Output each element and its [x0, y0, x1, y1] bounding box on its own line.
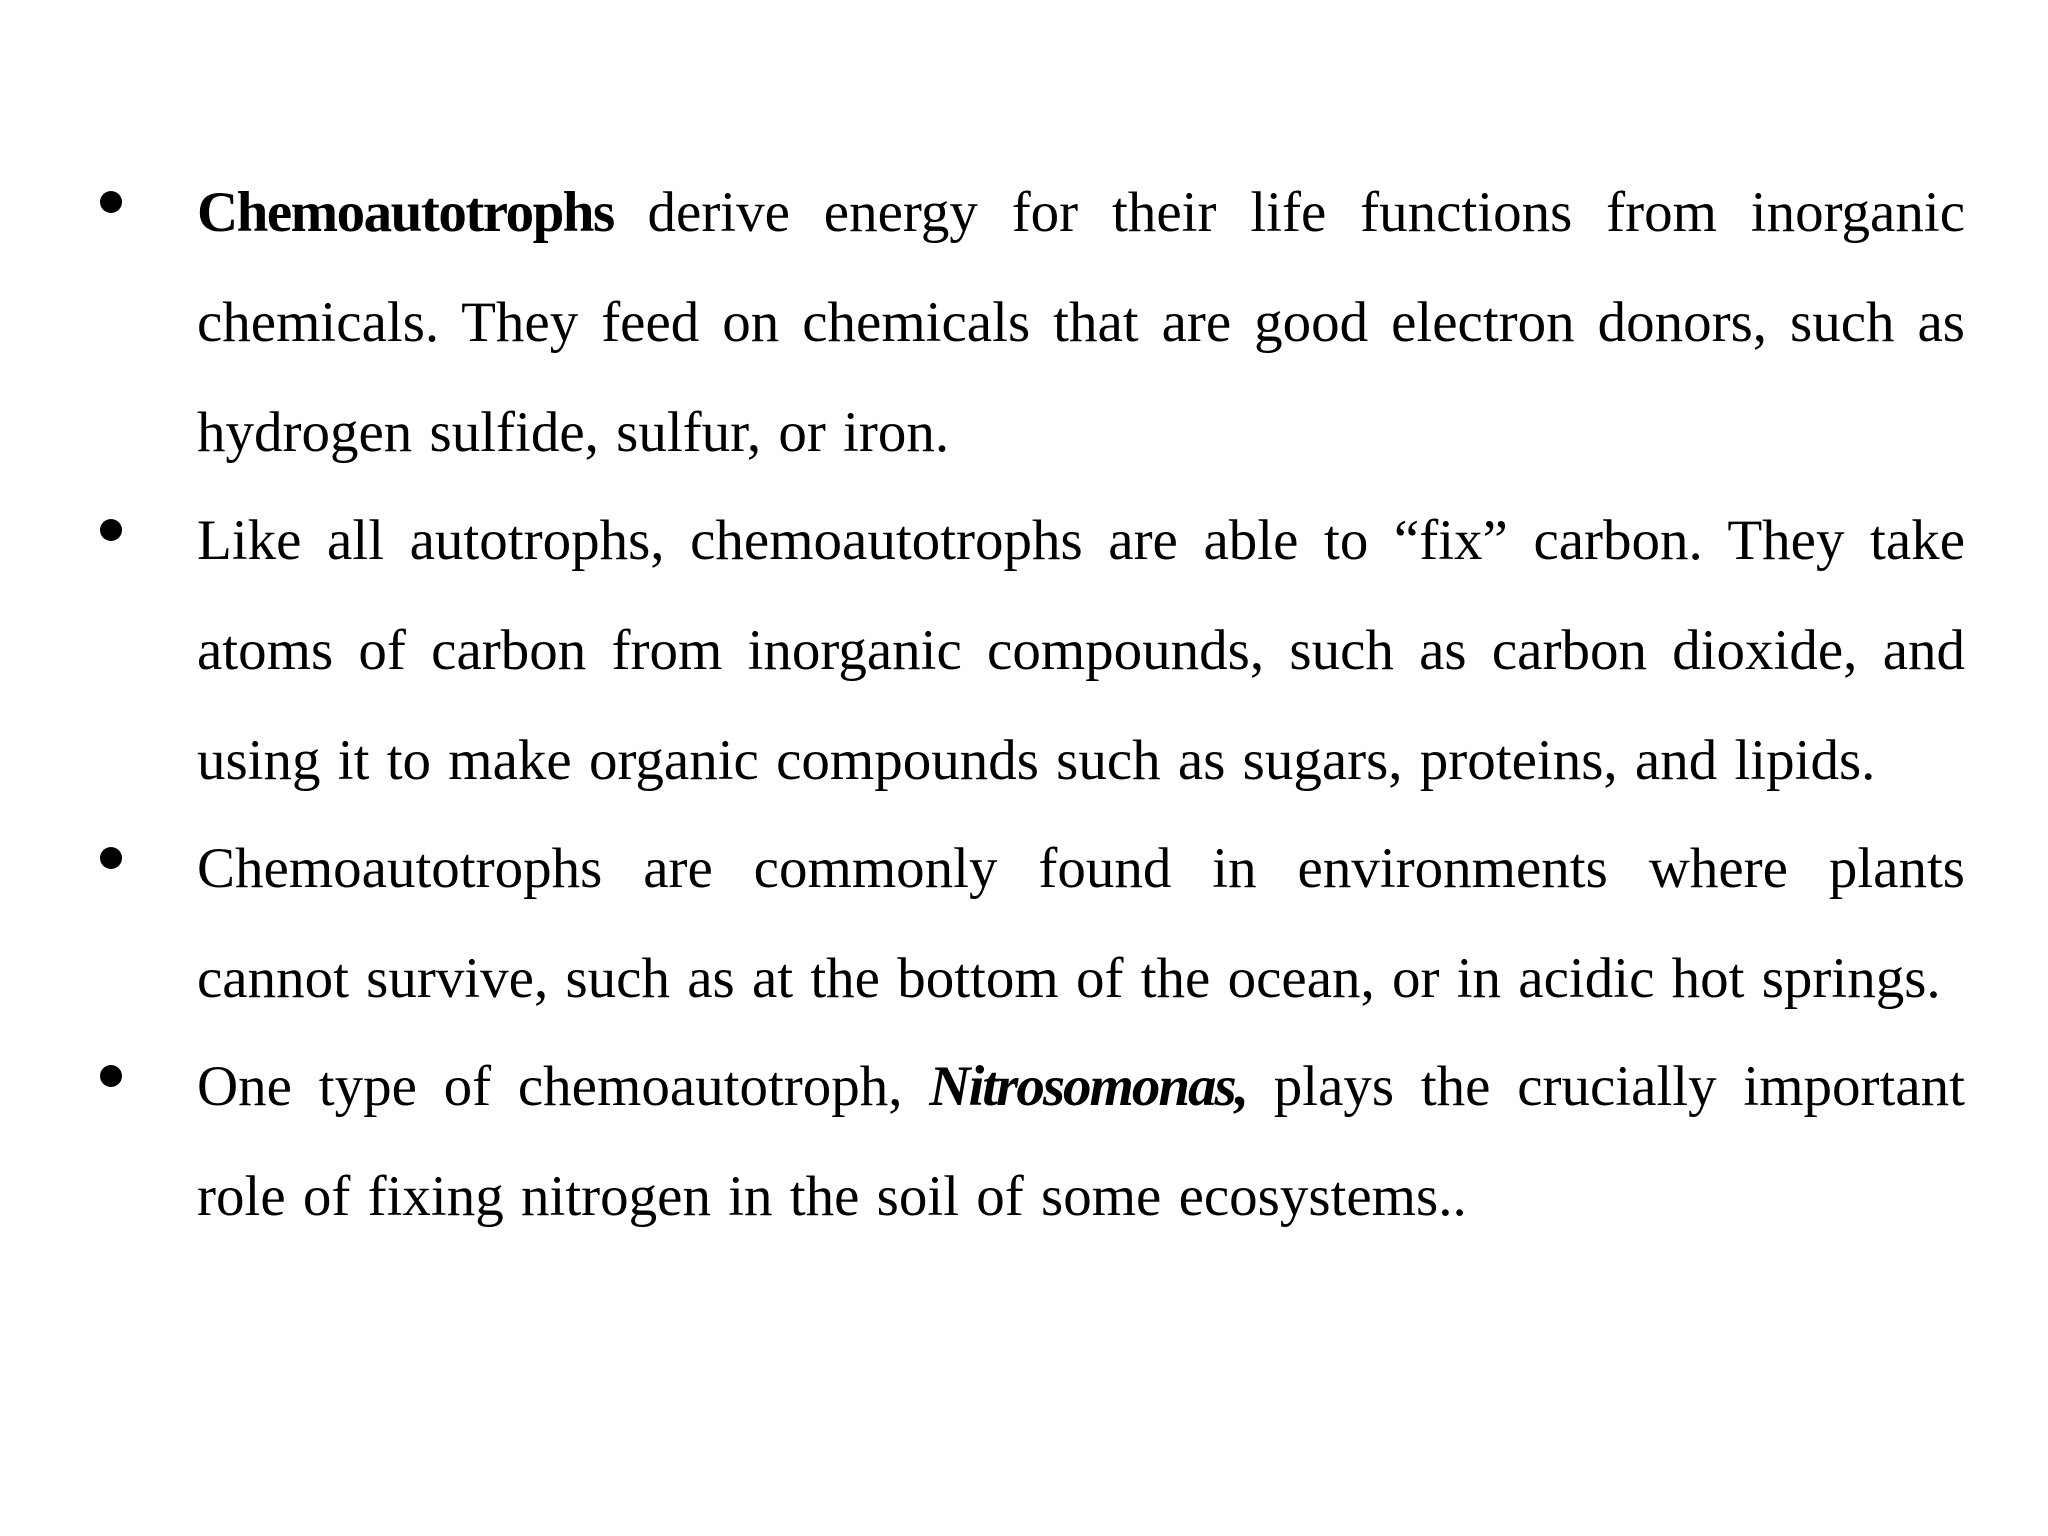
bullet-body-end: plays the crucially important role of fixing nitrogen in the soil of some ecosystems..: [197, 1055, 1966, 1228]
bullet-text: [197, 1032, 1965, 1252]
bullet-text: [197, 158, 1965, 488]
bold-term: Chemoautotrophs: [197, 181, 614, 244]
list-item: [0, 1032, 2048, 1252]
bullet-body-start: One type of chemoautotroph,: [197, 1055, 930, 1118]
list-item: [0, 158, 2048, 488]
bullet-text: Like all autotrophs, chemoautotrophs are able to “fix” carbon. They take atoms of carbon from inorganic compounds, such as carbon dioxide, and using it to make organic compounds such as sugars, proteins, and lipids.: [197, 509, 1965, 792]
bullet-icon: [100, 1065, 122, 1087]
list-item: [0, 814, 2048, 1034]
bullet-list: [0, 158, 2048, 1252]
italic-term: Nitrosomonas,: [929, 1055, 1247, 1118]
bullet-body: derive energy for their life functions from inorganic chemicals. They feed on chemicals that are good electron donors, such as hydrogen sulfide, sulfur, or iron.: [197, 181, 1965, 464]
list-item: [0, 486, 2048, 816]
bullet-icon: [100, 191, 122, 213]
bullet-icon: [100, 519, 122, 541]
bullet-icon: [100, 847, 122, 869]
bullet-text: Chemoautotrophs are commonly found in environments where plants cannot survive, such as at the bottom of the ocean, or in acidic hot springs.: [197, 837, 1965, 1010]
